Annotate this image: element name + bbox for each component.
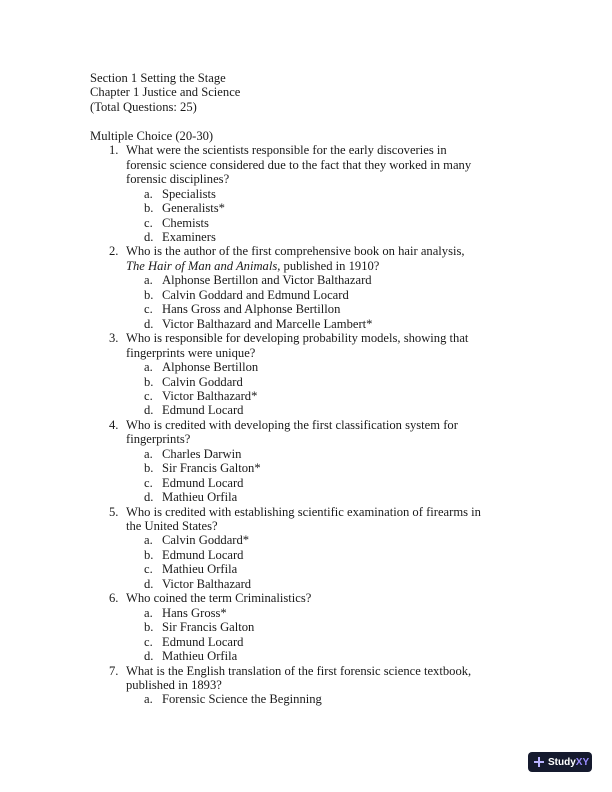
answer-option bbox=[90, 403, 530, 417]
option-letter: a. bbox=[144, 533, 153, 548]
option-letter: d. bbox=[144, 403, 154, 418]
option-text: Charles Darwin bbox=[162, 446, 242, 461]
option-letter: b. bbox=[144, 547, 154, 562]
answer-option bbox=[90, 216, 530, 230]
question-text-line: forensic science considered due to the fact that they worked in many bbox=[126, 157, 472, 172]
question-text-line: Who is the author of the first comprehensive book on hair analysis, bbox=[126, 244, 465, 259]
answer-option bbox=[90, 635, 530, 649]
question-number: 7. bbox=[109, 663, 119, 678]
question-number: 3. bbox=[109, 331, 119, 346]
option-letter: c. bbox=[144, 388, 153, 403]
answer-option bbox=[90, 302, 530, 316]
answer-option bbox=[90, 360, 530, 374]
answer-option bbox=[90, 692, 530, 706]
option-letter: a. bbox=[144, 186, 153, 201]
question bbox=[90, 664, 530, 693]
option-text: Generalists* bbox=[162, 201, 225, 216]
answer-option bbox=[90, 288, 530, 302]
option-text: Victor Balthazard* bbox=[162, 388, 258, 403]
question bbox=[90, 244, 530, 273]
spacer bbox=[90, 114, 530, 128]
document-page bbox=[90, 71, 530, 707]
option-text: Mathieu Orfila bbox=[162, 490, 238, 505]
question-number: 2. bbox=[109, 244, 119, 259]
studyxy-badge[interactable] bbox=[528, 752, 592, 772]
question-text-line: What is the English translation of the first forensic science textbook, bbox=[126, 663, 472, 678]
question-text-line: the United States? bbox=[126, 519, 218, 534]
question-text-line: Who is credited with developing the first classification system for bbox=[126, 417, 458, 432]
option-letter: a. bbox=[144, 446, 153, 461]
option-text: Examiners bbox=[162, 229, 216, 244]
option-letter: a. bbox=[144, 360, 153, 375]
answer-option bbox=[90, 649, 530, 663]
option-text: Edmund Locard bbox=[162, 634, 244, 649]
question bbox=[90, 143, 530, 186]
question-text-rest: , published in 1910? bbox=[277, 258, 380, 273]
option-letter: d. bbox=[144, 316, 154, 331]
option-letter: a. bbox=[144, 273, 153, 288]
option-text: Calvin Goddard and Edmund Locard bbox=[162, 287, 349, 302]
section-heading: Section 1 Setting the Stage bbox=[90, 71, 226, 85]
option-text: Mathieu Orfila bbox=[162, 562, 238, 577]
option-text: Calvin Goddard* bbox=[162, 533, 250, 548]
option-letter: b. bbox=[144, 287, 154, 302]
answer-option bbox=[90, 201, 530, 215]
question bbox=[90, 418, 530, 447]
option-text: Sir Francis Galton bbox=[162, 620, 255, 635]
option-letter: c. bbox=[144, 562, 153, 577]
answer-option bbox=[90, 461, 530, 475]
option-text: Edmund Locard bbox=[162, 475, 244, 490]
question-text-line: Who is responsible for developing probability models, showing that bbox=[126, 331, 469, 346]
answer-option bbox=[90, 375, 530, 389]
question bbox=[90, 331, 530, 360]
option-letter: c. bbox=[144, 215, 153, 230]
option-letter: a. bbox=[144, 692, 153, 707]
badge-label-accent: XY bbox=[575, 756, 590, 768]
question-text-line: published in 1893? bbox=[126, 678, 222, 693]
question-number: 1. bbox=[109, 143, 119, 158]
option-text: Mathieu Orfila bbox=[162, 649, 238, 664]
question-text-line: fingerprints? bbox=[126, 432, 191, 447]
option-letter: d. bbox=[144, 490, 154, 505]
question-text-line: Who coined the term Criminalistics? bbox=[126, 591, 312, 606]
answer-option bbox=[90, 577, 530, 591]
total-questions: (Total Questions: 25) bbox=[90, 99, 197, 114]
answer-option bbox=[90, 606, 530, 620]
option-letter: b. bbox=[144, 374, 154, 389]
answer-option bbox=[90, 273, 530, 287]
question-number: 5. bbox=[109, 504, 119, 519]
option-text: Victor Balthazard bbox=[162, 576, 252, 591]
option-letter: b. bbox=[144, 620, 154, 635]
option-text: Sir Francis Galton* bbox=[162, 461, 261, 476]
option-text: Forensic Science the Beginning bbox=[162, 692, 322, 707]
answer-option bbox=[90, 620, 530, 634]
option-text: Alphonse Bertillon bbox=[162, 360, 259, 375]
option-text: Alphonse Bertillon and Victor Balthazard bbox=[162, 273, 372, 288]
option-letter: d. bbox=[144, 229, 154, 244]
answer-option bbox=[90, 533, 530, 547]
answer-option bbox=[90, 389, 530, 403]
question-text-line bbox=[126, 259, 530, 273]
answer-option bbox=[90, 562, 530, 576]
question bbox=[90, 591, 530, 605]
option-letter: d. bbox=[144, 576, 154, 591]
option-text: Calvin Goddard bbox=[162, 374, 243, 389]
chapter-heading: Chapter 1 Justice and Science bbox=[90, 85, 241, 100]
answer-option bbox=[90, 317, 530, 331]
answer-option bbox=[90, 476, 530, 490]
option-letter: b. bbox=[144, 461, 154, 476]
option-letter: a. bbox=[144, 605, 153, 620]
option-text: Victor Balthazard and Marcelle Lambert* bbox=[162, 316, 373, 331]
answer-option bbox=[90, 230, 530, 244]
question-number: 6. bbox=[109, 591, 119, 606]
option-text: Chemists bbox=[162, 215, 209, 230]
plus-icon bbox=[534, 757, 544, 767]
option-letter: c. bbox=[144, 302, 153, 317]
book-title: The Hair of Man and Animals bbox=[126, 258, 278, 273]
option-letter: c. bbox=[144, 634, 153, 649]
option-text: Edmund Locard bbox=[162, 403, 244, 418]
badge-label: Study bbox=[548, 756, 576, 768]
option-letter: d. bbox=[144, 649, 154, 664]
option-text: Hans Gross* bbox=[162, 605, 227, 620]
answer-option bbox=[90, 490, 530, 504]
question-number: 4. bbox=[109, 417, 119, 432]
option-letter: b. bbox=[144, 201, 154, 216]
answer-option bbox=[90, 187, 530, 201]
option-letter: c. bbox=[144, 475, 153, 490]
question-text-line: Who is credited with establishing scientific examination of firearms in bbox=[126, 504, 481, 519]
question bbox=[90, 505, 530, 534]
answer-option bbox=[90, 447, 530, 461]
option-text: Edmund Locard bbox=[162, 547, 244, 562]
option-text: Hans Gross and Alphonse Bertillon bbox=[162, 302, 341, 317]
answer-option bbox=[90, 548, 530, 562]
question-text-line: fingerprints were unique? bbox=[126, 345, 256, 360]
question-text-line: What were the scientists responsible for the early discoveries in bbox=[126, 143, 447, 158]
option-text: Specialists bbox=[162, 186, 216, 201]
multiple-choice-heading: Multiple Choice (20-30) bbox=[90, 128, 214, 143]
question-text-line: forensic disciplines? bbox=[126, 172, 230, 187]
